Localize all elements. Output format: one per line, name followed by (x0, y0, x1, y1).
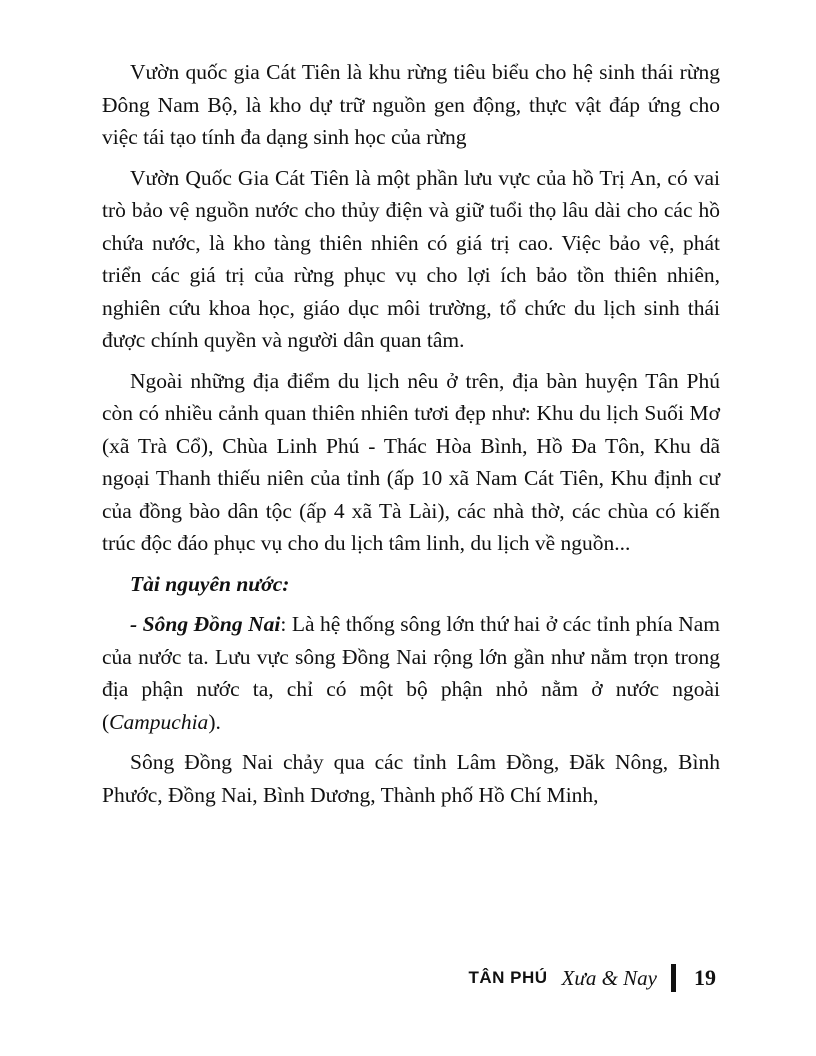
river-lead: - Sông Đồng Nai (130, 612, 281, 636)
footer-divider (671, 964, 676, 992)
river-text-after: ). (208, 709, 221, 734)
river-italic-campuchia: Campuchia (109, 709, 209, 734)
footer-book-subtitle: Xưa & Nay (561, 965, 657, 990)
page-footer (468, 964, 716, 992)
page-body (102, 56, 720, 819)
paragraph-tourist-sites: Ngoài những địa điểm du lịch nêu ở trên, địa bàn huyện Tân Phú còn có nhiều cảnh quan thiên nhiên tươi đẹp như: Khu du lịch Suối Mơ (xã Trà Cổ), Chùa Linh Phú - Thác Hòa Bình, Hồ Đa Tôn, Khu dã ngoại Thanh thiếu niên của tỉnh (ấp 10 xã Nam Cát Tiên, Khu định cư của đồng bào dân tộc (ấp 4 xã Tà Lài), các nhà thờ, các chùa có kiến trúc độc đáo phục vụ cho du lịch tâm linh, du lịch về nguồn... (102, 368, 720, 555)
paragraph-cat-tien-watershed: Vườn Quốc Gia Cát Tiên là một phần lưu vực của hồ Trị An, có vai trò bảo vệ nguồn nước cho thủy điện và giữ tuổi thọ lâu dài cho các hồ chứa nước, là kho tàng thiên nhiên có giá trị cao. Việc bảo vệ, phát triển các giá trị của rừng phục vụ cho lợi ích bảo tồn thiên nhiên, nghiên cứu khoa học, giáo dục môi trường, tổ chức du lịch sinh thái được chính quyền và người dân quan tâm. (102, 165, 720, 352)
section-heading-water-resources: Tài nguyên nước: (130, 571, 290, 596)
footer-book-title: TÂN PHÚ (468, 968, 548, 987)
page-number: 19 (694, 965, 716, 990)
paragraph-dong-nai-river (102, 608, 720, 738)
river-text-before: : Là hệ thống sông lớn thứ hai ở các tỉnh phía Nam của nước ta. Lưu vực sông Đồng Nai rộng lớn gần như nằm trọn trong địa phận nước ta, chỉ có một bộ phận nhỏ nằm ở nước ngoài ( (102, 612, 720, 734)
paragraph-river-provinces: Sông Đồng Nai chảy qua các tỉnh Lâm Đồng, Đăk Nông, Bình Phước, Đồng Nai, Bình Dương, Thành phố Hồ Chí Minh, (102, 750, 720, 807)
paragraph-cat-tien-ecosystem: Vườn quốc gia Cát Tiên là khu rừng tiêu biểu cho hệ sinh thái rừng Đông Nam Bộ, là kho dự trữ nguồn gen động, thực vật đáp ứng cho việc tái tạo tính đa dạng sinh học của rừng (102, 60, 720, 149)
